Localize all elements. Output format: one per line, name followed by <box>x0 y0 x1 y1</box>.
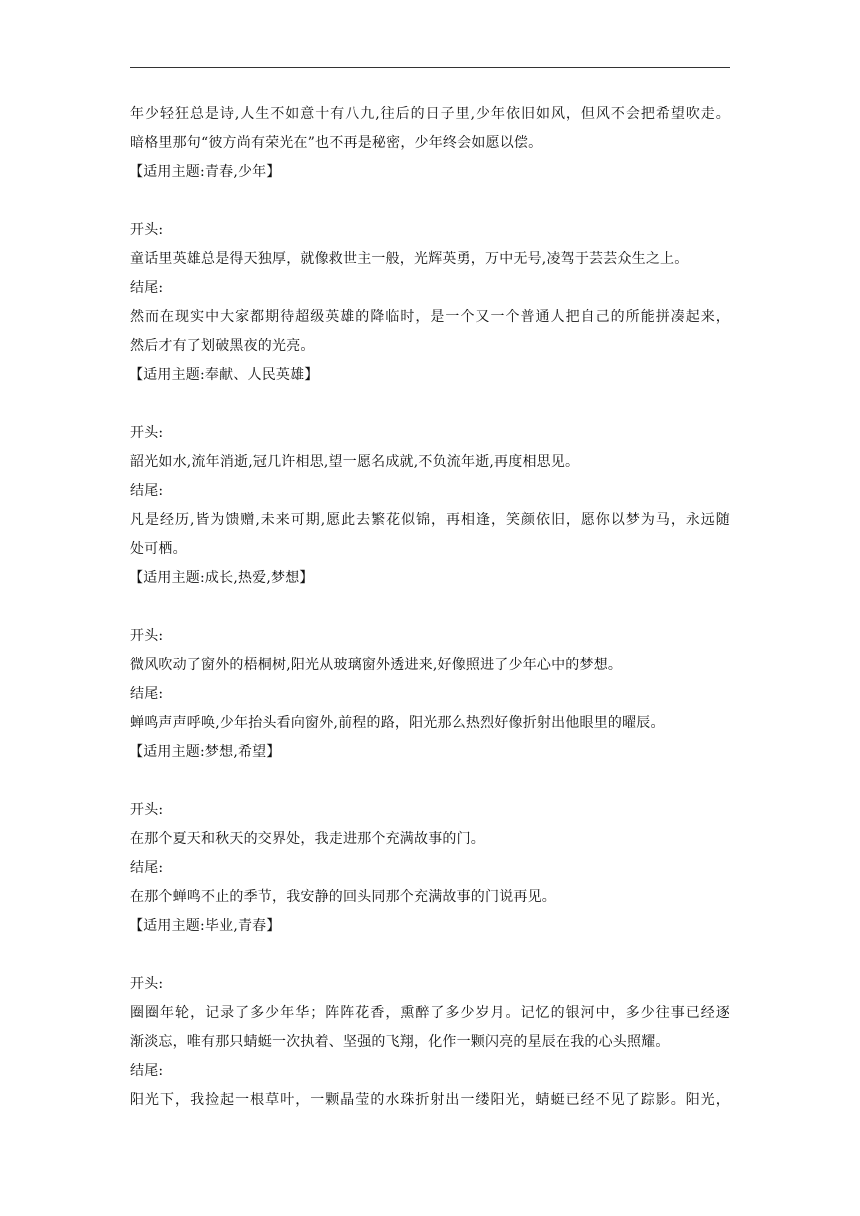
opening-text-line: 在那个夏天和秋天的交界处，我走进那个充满故事的门。 <box>130 831 485 847</box>
opening-label: 开头: <box>130 628 164 644</box>
essay-excerpt-section <box>130 796 730 941</box>
theme-tag: 【适用主题:奉献、人民英雄】 <box>129 367 319 383</box>
ending-text-line: 阳光下，我捡起一根草叶，一颗晶莹的水珠折射出一缕阳光，蜻蜓已经不见了踪影。阳光， <box>130 1092 730 1108</box>
ending-label: 结尾: <box>130 1063 164 1079</box>
ending-text-line: 蝉鸣声声呼唤,少年抬头看向窗外,前程的路，阳光那么热烈好像折射出他眼里的曜辰。 <box>130 715 665 731</box>
essay-excerpt-section <box>130 419 730 593</box>
opening-text-line: 童话里英雄总是得天独厚，就像救世主一般，光辉英勇，万中无号,凌驾于芸芸众生之上。 <box>130 251 689 267</box>
theme-tag: 【适用主题:梦想,希望】 <box>129 744 281 760</box>
opening-text-line: 韶光如水,流年消逝,冠几许相思,望一愿名成就,不负流年逝,再度相思见。 <box>130 454 580 470</box>
theme-tag: 【适用主题:成长,热爱,梦想】 <box>129 570 314 586</box>
section-gap <box>130 187 730 216</box>
essay-excerpt-section <box>130 622 730 767</box>
ending-label: 结尾: <box>130 860 164 876</box>
ending-label: 结尾: <box>130 686 164 702</box>
section-gap <box>130 593 730 622</box>
document-body <box>130 100 730 1115</box>
essay-excerpt-section <box>130 216 730 390</box>
ending-text-line: 然后才有了划破黑夜的光亮。 <box>130 338 315 354</box>
theme-tag: 【适用主题:青春,少年】 <box>129 164 281 180</box>
ending-text-line: 处可栖。 <box>130 541 187 557</box>
opening-text-line: 渐淡忘，唯有那只蜻蜓一次执着、坚强的飞翔，化作一颗闪亮的星辰在我的心头照耀。 <box>130 1034 670 1050</box>
theme-tag: 【适用主题:毕业,青春】 <box>129 918 281 934</box>
opening-text-line: 微风吹动了窗外的梧桐树,阳光从玻璃窗外透进来,好像照进了少年心中的梦想。 <box>130 657 623 673</box>
section-gap <box>130 941 730 970</box>
essay-excerpt-section <box>130 970 730 1115</box>
opening-label: 开头: <box>130 976 164 992</box>
opening-label: 开头: <box>130 802 164 818</box>
ending-text-line: 暗格里那句“彼方尚有荣光在”也不再是秘密，少年终会如愿以偿。 <box>130 135 543 151</box>
ending-label: 结尾: <box>130 483 164 499</box>
section-gap <box>130 767 730 796</box>
opening-label: 开头: <box>130 222 164 238</box>
essay-excerpt-section <box>130 100 730 187</box>
ending-text-line: 凡是经历,皆为馈赠,未来可期,愿此去繁花似锦，再相逢，笑颜依旧，愿你以梦为马，永远随 <box>130 512 730 528</box>
opening-text-line: 圈圈年轮，记录了多少年华；阵阵花香，熏醉了多少岁月。记忆的银河中，多少往事已经逐 <box>130 1005 730 1021</box>
ending-text-line: 年少轻狂总是诗,人生不如意十有八九,往后的日子里,少年依旧如风，但风不会把希望吹走。 <box>130 106 730 122</box>
ending-text-line: 然而在现实中大家都期待超级英雄的降临时，是一个又一个普通人把自己的所能拼凑起来， <box>130 309 730 325</box>
opening-label: 开头: <box>130 425 164 441</box>
section-gap <box>130 390 730 419</box>
ending-label: 结尾: <box>130 280 164 296</box>
header-rule <box>130 67 730 68</box>
ending-text-line: 在那个蝉鸣不止的季节，我安静的回头同那个充满故事的门说再见。 <box>130 889 556 905</box>
